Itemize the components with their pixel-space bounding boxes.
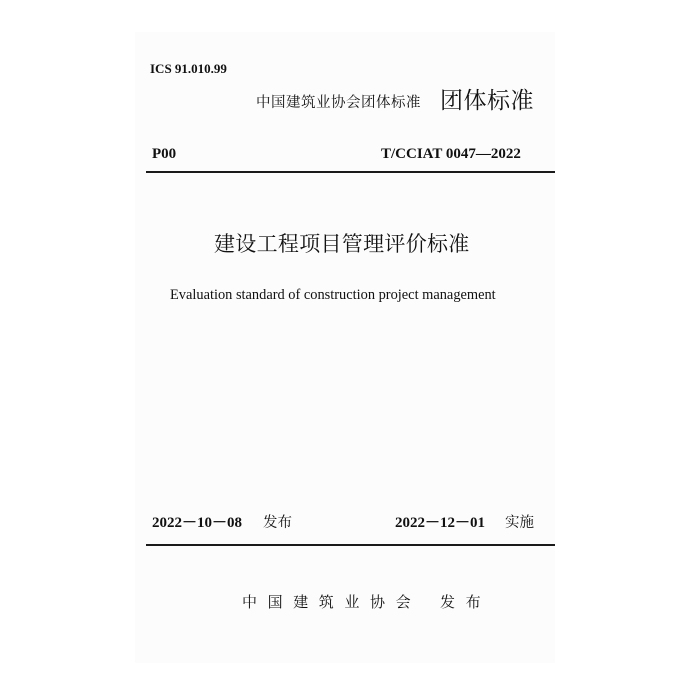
issue-date: 2022－10－08 (152, 515, 243, 531)
standard-number: T/CCIAT 0047—2022 (381, 146, 521, 162)
publisher-action: 发布 (440, 593, 492, 611)
document-title-english: Evaluation standard of construction project management (170, 287, 496, 303)
ics-code: ICS 91.010.99 (150, 61, 227, 76)
issue-label: 发布 (263, 515, 292, 531)
header-divider (146, 171, 555, 173)
category-code: P00 (152, 146, 177, 162)
publisher-name: 中国建筑业协会 (242, 593, 422, 611)
footer-divider (146, 544, 555, 546)
document-title-chinese: 建设工程项目管理评价标准 (214, 232, 470, 256)
association-standard-label: 中国建筑业协会团体标准 (256, 95, 421, 111)
document-cover-page (135, 32, 555, 663)
standard-type-heading: 团体标准 (440, 88, 534, 114)
implementation-label: 实施 (505, 515, 534, 531)
implementation-date: 2022－12－01 (395, 515, 486, 531)
